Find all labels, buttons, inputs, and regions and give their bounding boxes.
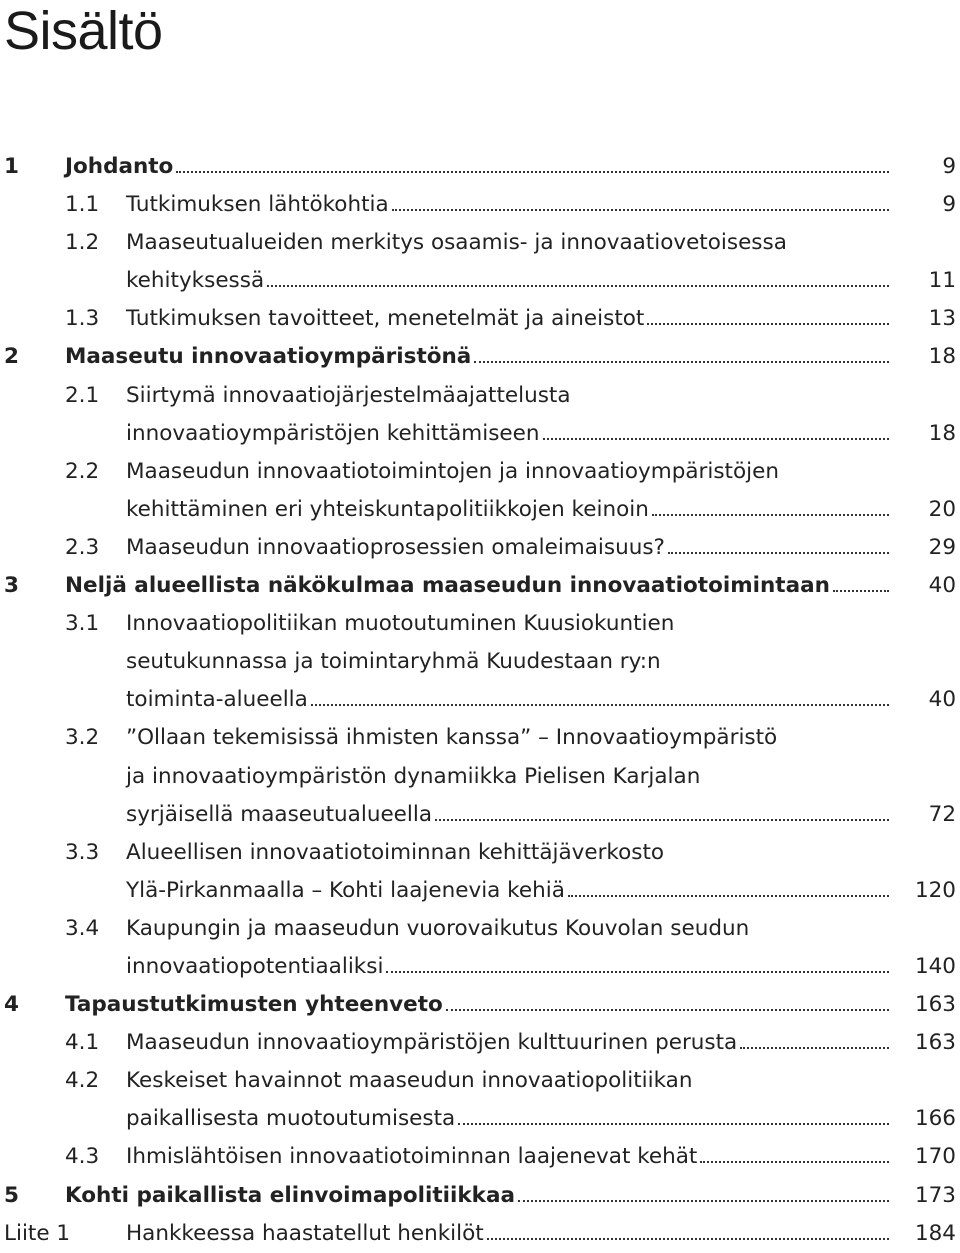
toc-entry[interactable] [0, 377, 960, 453]
toc-line [0, 1215, 960, 1253]
toc-line [0, 758, 960, 796]
toc-entry[interactable] [0, 1138, 960, 1176]
toc-title[interactable]: syrjäisellä maaseutualueella [126, 801, 433, 827]
dot-leader [652, 514, 889, 516]
toc-line [0, 1177, 960, 1215]
toc-entry[interactable] [0, 910, 960, 986]
toc-page-number: 184 [914, 1220, 956, 1246]
toc-number: 4.2 [65, 1068, 100, 1094]
toc-page-number: 163 [914, 1030, 956, 1056]
dot-leader [700, 1161, 889, 1163]
dot-leader [311, 704, 889, 706]
toc-page-number: 18 [928, 344, 956, 370]
toc-title[interactable]: Johdanto [65, 154, 174, 179]
page-title: Sisältö [4, 1, 163, 61]
toc-page-number: 40 [928, 687, 956, 713]
dot-leader [740, 1047, 889, 1049]
toc-line [0, 643, 960, 681]
dot-leader [458, 1123, 889, 1125]
toc-line [0, 300, 960, 338]
toc-line [0, 148, 960, 186]
dot-leader [386, 971, 889, 973]
toc-line [0, 605, 960, 643]
toc-entry[interactable] [0, 605, 960, 719]
toc-page-number: 20 [928, 496, 956, 522]
dot-leader [446, 1009, 889, 1011]
toc-title[interactable]: innovaatiopotentiaaliksi [126, 953, 384, 979]
toc-page-number: 9 [942, 154, 956, 179]
toc-page-number: 72 [928, 801, 956, 827]
dot-leader [833, 590, 889, 592]
toc-page-number: 120 [914, 877, 956, 903]
toc-entry[interactable] [0, 834, 960, 910]
dot-leader [435, 819, 889, 821]
toc-line [0, 491, 960, 529]
toc-entry[interactable] [0, 300, 960, 338]
toc-number: 3.4 [65, 915, 100, 941]
toc-line [0, 681, 960, 719]
toc-title[interactable]: Tapaustutkimusten yhteenveto [65, 992, 443, 1018]
toc-line [0, 529, 960, 567]
toc-number: 5 [4, 1182, 19, 1208]
dot-leader [176, 171, 889, 173]
table-of-contents [0, 148, 960, 1253]
toc-title: Siirtymä innovaatiojärjestelmäajattelusta [126, 382, 571, 408]
toc-line [0, 834, 960, 872]
toc-title[interactable]: Ylä-Pirkanmaalla – Kohti laajenevia kehiä [126, 877, 565, 903]
toc-page-number: 13 [928, 306, 956, 332]
toc-title[interactable]: Neljä alueellista näkökulmaa maaseudun innovaatiotoimintaan [65, 573, 830, 599]
toc-number: 3.1 [65, 611, 100, 637]
toc-entry[interactable] [0, 186, 960, 224]
dot-leader [267, 285, 889, 287]
toc-title[interactable]: toiminta-alueella [126, 687, 308, 713]
toc-entry[interactable] [0, 338, 960, 376]
toc-line [0, 224, 960, 262]
toc-number: 3.2 [65, 725, 100, 751]
toc-title[interactable]: paikallisesta muotoutumisesta [126, 1106, 456, 1132]
toc-line [0, 1138, 960, 1176]
toc-entry[interactable] [0, 148, 960, 186]
toc-line [0, 986, 960, 1024]
toc-title: Alueellisen innovaatiotoiminnan kehittäjäverkosto [126, 839, 665, 865]
toc-line [0, 1100, 960, 1138]
toc-title[interactable]: Maaseudun innovaatioympäristöjen kulttuurinen perusta [126, 1030, 738, 1056]
toc-entry[interactable] [0, 1024, 960, 1062]
toc-number: Liite 1 [4, 1220, 71, 1246]
toc-line [0, 872, 960, 910]
toc-title[interactable]: Hankkeessa haastatellut henkilöt [126, 1220, 484, 1246]
dot-leader [568, 895, 889, 897]
toc-title[interactable]: Tutkimuksen lähtökohtia [126, 192, 389, 218]
toc-number: 2.3 [65, 534, 100, 560]
toc-entry[interactable] [0, 224, 960, 300]
toc-title: Kaupungin ja maaseudun vuorovaikutus Kouvolan seudun [126, 915, 750, 941]
toc-number: 1.3 [65, 306, 100, 332]
toc-number: 3.3 [65, 839, 100, 865]
dot-leader [543, 438, 889, 440]
toc-number: 1.2 [65, 230, 100, 256]
dot-leader [487, 1238, 889, 1240]
toc-entry[interactable] [0, 719, 960, 833]
toc-number: 2 [4, 344, 19, 370]
toc-entry[interactable] [0, 529, 960, 567]
toc-page-number: 9 [942, 192, 956, 218]
toc-title: Innovaatiopolitiikan muotoutuminen Kuusiokuntien [126, 611, 675, 637]
toc-number: 3 [4, 573, 19, 599]
toc-page-number: 163 [914, 992, 956, 1018]
dot-leader [668, 552, 889, 554]
toc-page-number: 140 [914, 953, 956, 979]
toc-page-number: 40 [928, 573, 956, 599]
dot-leader [474, 361, 889, 363]
toc-title: ”Ollaan tekemisissä ihmisten kanssa” – Innovaatioympäristö [126, 725, 778, 751]
toc-number: 2.2 [65, 458, 100, 484]
toc-page-number: 29 [928, 534, 956, 560]
toc-line [0, 910, 960, 948]
toc-page-number: 173 [914, 1182, 956, 1208]
toc-number: 1 [4, 154, 19, 179]
toc-line [0, 796, 960, 834]
toc-title: Keskeiset havainnot maaseudun innovaatiopolitiikan [126, 1068, 693, 1094]
toc-entry[interactable] [0, 567, 960, 605]
toc-title[interactable]: Kohti paikallista elinvoimapolitiikkaa [65, 1182, 515, 1208]
dot-leader [518, 1200, 889, 1202]
toc-line [0, 262, 960, 300]
toc-line [0, 453, 960, 491]
toc-number: 1.1 [65, 192, 100, 218]
toc-line [0, 567, 960, 605]
toc-title[interactable]: Ihmislähtöisen innovaatiotoiminnan laajenevat kehät [126, 1144, 698, 1170]
toc-line [0, 1062, 960, 1100]
toc-page-number: 166 [914, 1106, 956, 1132]
toc-title[interactable]: innovaatioympäristöjen kehittämiseen [126, 420, 540, 446]
toc-page-number: 170 [914, 1144, 956, 1170]
toc-title[interactable]: Maaseutu innovaatioympäristönä [65, 344, 472, 370]
toc-line [0, 377, 960, 415]
toc-title: ja innovaatioympäristön dynamiikka Pielisen Karjalan [126, 763, 701, 789]
toc-page-number: 18 [928, 420, 956, 446]
toc-entry[interactable] [0, 1062, 960, 1138]
toc-line [0, 338, 960, 376]
toc-title[interactable]: kehityksessä [126, 268, 265, 294]
toc-line [0, 186, 960, 224]
toc-title: Maaseudun innovaatiotoimintojen ja innovaatioympäristöjen [126, 458, 779, 484]
toc-line [0, 1024, 960, 1062]
toc-line [0, 948, 960, 986]
toc-number: 4.1 [65, 1030, 100, 1056]
dot-leader [647, 323, 889, 325]
toc-number: 2.1 [65, 382, 100, 408]
toc-line [0, 719, 960, 757]
toc-title[interactable]: Tutkimuksen tavoitteet, menetelmät ja aineistot [126, 306, 645, 332]
toc-number: 4.3 [65, 1144, 100, 1170]
toc-title: seutukunnassa ja toimintaryhmä Kuudestaan ry:n [126, 649, 661, 675]
toc-title[interactable]: Maaseudun innovaatioprosessien omaleimaisuus? [126, 534, 665, 560]
toc-entry[interactable] [0, 1215, 960, 1253]
toc-title: Maaseutualueiden merkitys osaamis- ja innovaatiovetoisessa [126, 230, 787, 256]
toc-entry[interactable] [0, 1177, 960, 1215]
toc-number: 4 [4, 992, 19, 1018]
toc-line [0, 415, 960, 453]
toc-entry[interactable] [0, 453, 960, 529]
toc-page-number: 11 [928, 268, 956, 294]
toc-title[interactable]: kehittäminen eri yhteiskuntapolitiikkojen keinoin [126, 496, 649, 522]
dot-leader [392, 209, 889, 211]
toc-entry[interactable] [0, 986, 960, 1024]
